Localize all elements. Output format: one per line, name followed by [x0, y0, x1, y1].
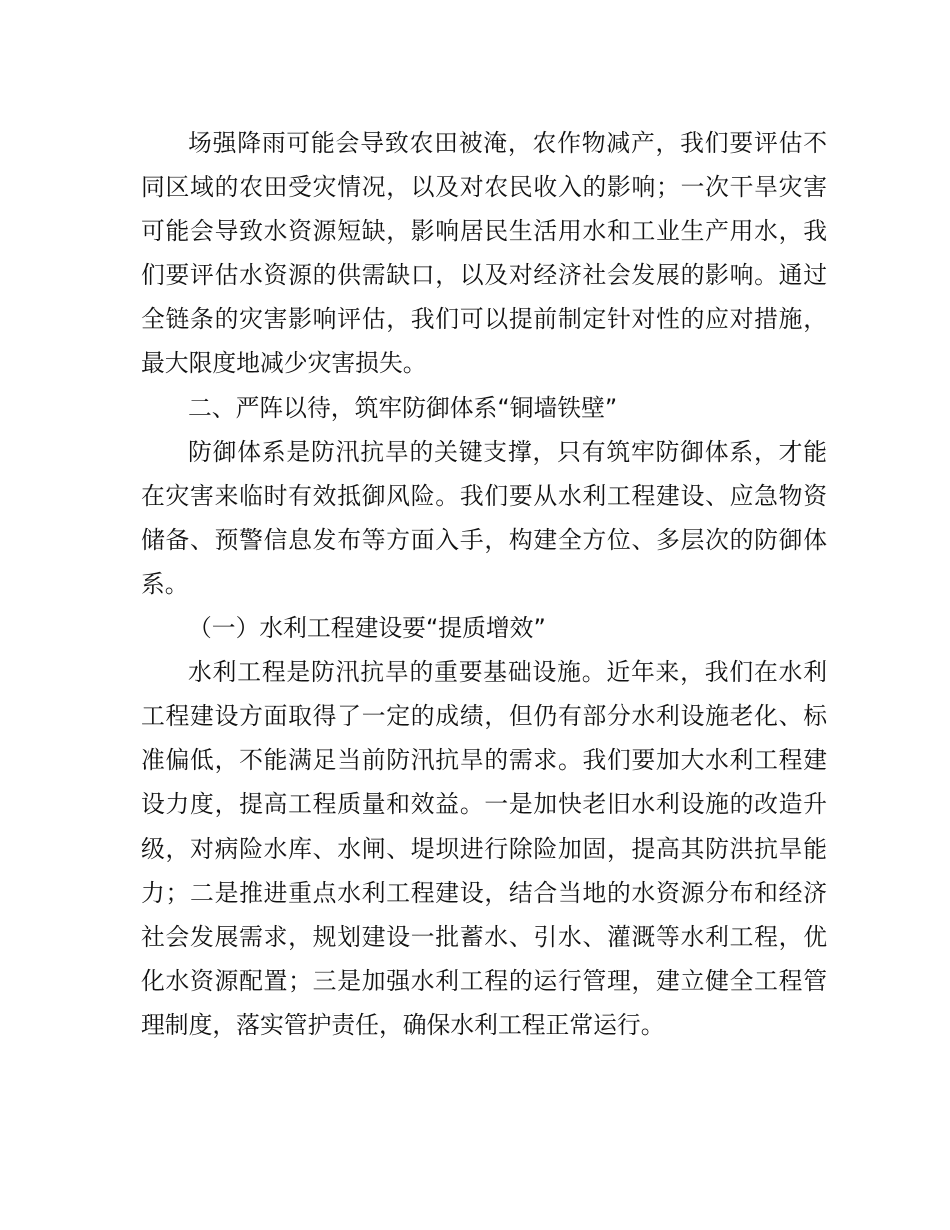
- body-paragraph-disaster-impact: 场强降雨可能会导致农田被淹，农作物减产，我们要评估不同区域的农田受灾情况，以及对农民收入的影响；一次干旱灾害可能会导致水资源短缺，影响居民生活用水和工业生产用水，我们要评估水资源的供需缺口，以及对经济社会发展的影响。通过全链条的灾害影响评估，我们可以提前制定针对性的应对措施，最大限度地减少灾害损失。: [141, 129, 827, 378]
- section-heading: 二、严阵以待，筑牢防御体系“铜墙铁壁”: [188, 393, 618, 422]
- subsection-heading: （一）水利工程建设要“提质增效”: [188, 614, 546, 643]
- body-paragraph-water-projects: 水利工程是防汛抗旱的重要基础设施。近年来，我们在水利工程建设方面取得了一定的成绩，但仍有部分水利设施老化、标准偏低，不能满足当前防汛抗旱的需求。我们要加大水利工程建设力度，提高工程质量和效益。一是加快老旧水利设施的改造升级，对病险水库、水闸、堤坝进行除险加固，提高其防洪抗旱能力；二是推进重点水利工程建设，结合当地的水资源分布和经济社会发展需求，规划建设一批蓄水、引水、灌溉等水利工程，优化水资源配置；三是加强水利工程的运行管理，建立健全工程管理制度，落实管护责任，确保水利工程正常运行。: [141, 658, 827, 1039]
- document-page: [141, 121, 827, 1047]
- body-paragraph-defense-system: 防御体系是防汛抗旱的关键支撑，只有筑牢防御体系，才能在灾害来临时有效抵御风险。我们要从水利工程建设、应急物资储备、预警信息发布等方面入手，构建全方位、多层次的防御体系。: [141, 437, 827, 598]
